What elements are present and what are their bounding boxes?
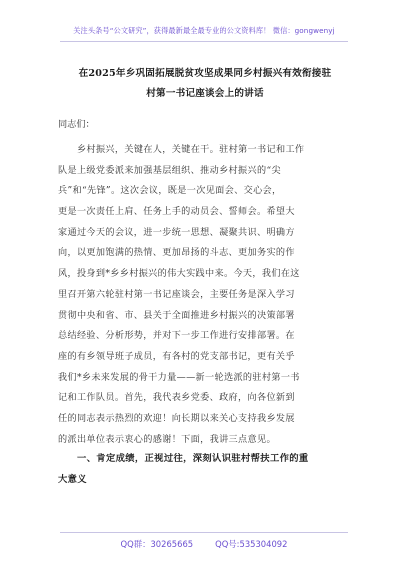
section-heading-line-2: 大意义: [58, 474, 87, 485]
body-line: 家通过今天的会议，进一步统一思想、凝聚共识、明确方: [58, 227, 295, 238]
header-banner: 关注头条号“公文研究”，获得最新最全最专业的公文资料库！ 微信：gongwenyj: [73, 26, 335, 35]
body-line: 向，以更加饱满的热情、更加昂扬的斗志、更加务实的作: [58, 248, 295, 259]
document-title: [58, 64, 352, 104]
section-heading: [58, 448, 352, 490]
footer-qq-number: QQ号:535304092: [215, 539, 288, 549]
body-line: 兵”和“先锋”。这次会议，既是一次见面会、交心会，: [58, 186, 282, 197]
body-line: 座的有乡领导班子成员，有各村的党支部书记，更有关乎: [58, 351, 295, 362]
body-line: 我们*乡未来发展的骨干力量——新一轮选派的驻村第一书: [58, 372, 300, 383]
body-line: 更是一次责任上肩、任务上手的动员会、誓师会。希望大: [58, 207, 295, 218]
footer-divider: [60, 532, 348, 533]
body-line: 里召开第六轮驻村第一书记座谈会，主要任务是深入学习: [58, 289, 295, 300]
footer-contact: [0, 538, 408, 550]
body-paragraph: [58, 140, 352, 450]
footer-qq-group: QQ群：30265665: [120, 539, 194, 549]
header-divider: [60, 41, 348, 42]
body-line: 队是上级党委派来加强基层组织、推动乡村振兴的“尖: [58, 165, 281, 176]
title-line-2: 村第一书记座谈会上的讲话: [146, 88, 264, 99]
body-line: 记和工作队员。首先，我代表乡党委、政府，向各位新到: [58, 393, 295, 404]
body-line: 风，投身到*乡乡村振兴的伟大实践中来。今天，我们在这: [58, 269, 300, 280]
body-line: 的派出单位表示衷心的感谢！下面，我讲三点意见。: [58, 434, 276, 445]
title-line-1: 在2025年乡巩固拓展脱贫攻坚成果同乡村振兴有效衔接驻: [78, 68, 332, 79]
body-line: 任的同志表示热烈的欢迎！向长期以来关心支持我乡发展: [58, 413, 295, 424]
body-line: 贯彻中央和省、市、县关于全面推进乡村振兴的决策部署: [58, 310, 295, 321]
body-line: 总结经验、分析形势，并对下一步工作进行安排部署。在: [58, 331, 295, 342]
salutation: 同志们：: [58, 119, 95, 130]
section-heading-line-1: 一、肯定成绩，正视过往，深刻认识驻村帮扶工作的重: [77, 453, 309, 464]
body-line: 乡村振兴，关键在人，关键在干。驻村第一书记和工作: [77, 145, 305, 155]
